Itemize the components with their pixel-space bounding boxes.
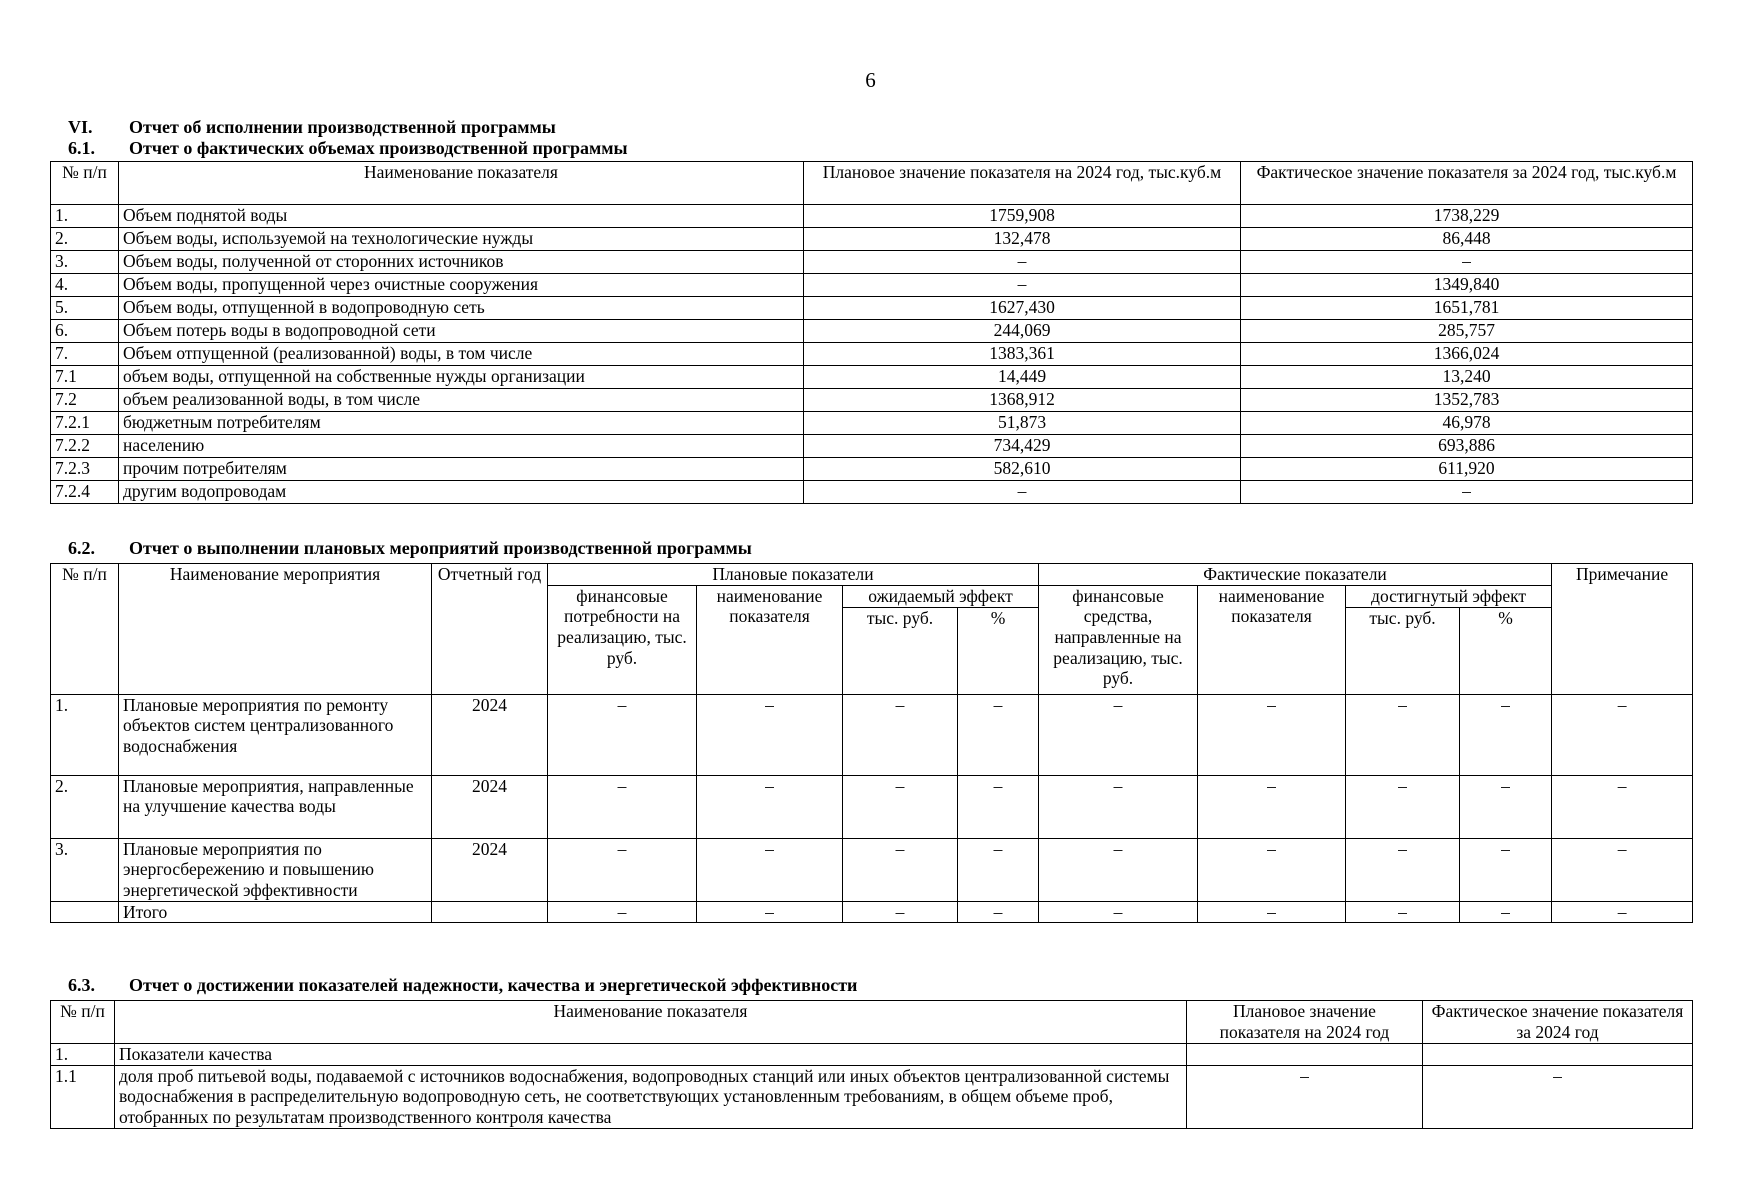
measure-name: Плановые мероприятия, направленные на улучшение качества воды — [119, 775, 432, 838]
plan-value: – — [804, 481, 1241, 504]
row-number: 1.1 — [51, 1065, 115, 1128]
col-header-note: Примечание — [1552, 564, 1693, 695]
plan-value: 582,610 — [804, 458, 1241, 481]
table-row — [51, 435, 1693, 458]
row-number: 4. — [51, 274, 119, 297]
col-header-fact-rub: тыс. руб. — [1346, 607, 1460, 694]
indicator-name: Показатели качества — [115, 1044, 1187, 1066]
indicator-name: Объем воды, отпущенной в водопроводную сеть — [119, 297, 804, 320]
plan-value: 1759,908 — [804, 205, 1241, 228]
value-cell: – — [1552, 694, 1693, 775]
col-header-plan-effect: ожидаемый эффект — [843, 585, 1039, 607]
value-cell: – — [1346, 901, 1460, 923]
fact-value: – — [1241, 251, 1693, 274]
indicator-name: Объем потерь воды в водопроводной сети — [119, 320, 804, 343]
value-cell: – — [1552, 775, 1693, 838]
value-cell: – — [548, 901, 697, 923]
plan-value: 51,873 — [804, 412, 1241, 435]
row-number: 7.1 — [51, 366, 119, 389]
fact-value: 46,978 — [1241, 412, 1693, 435]
reliability-indicators-table — [50, 1000, 1693, 1129]
table-row — [51, 251, 1693, 274]
plan-value: 1383,361 — [804, 343, 1241, 366]
fact-value — [1423, 1044, 1693, 1066]
indicator-name: Объем поднятой воды — [119, 205, 804, 228]
measure-name: Итого — [119, 901, 432, 923]
row-number: 1. — [51, 694, 119, 775]
report-year — [432, 901, 548, 923]
fact-value: 611,920 — [1241, 458, 1693, 481]
value-cell: – — [1198, 775, 1346, 838]
value-cell: – — [1198, 694, 1346, 775]
value-cell: – — [1198, 901, 1346, 923]
indicator-name: бюджетным потребителям — [119, 412, 804, 435]
value-cell: – — [1039, 694, 1198, 775]
col-group-fact: Фактические показатели — [1039, 564, 1552, 586]
table-row — [51, 228, 1693, 251]
col-header-fact-effect: достигнутый эффект — [1346, 585, 1552, 607]
indicator-name: Объем воды, используемой на технологические нужды — [119, 228, 804, 251]
value-cell: – — [697, 901, 843, 923]
fact-value: 1349,840 — [1241, 274, 1693, 297]
value-cell: – — [958, 901, 1039, 923]
table-row — [51, 1044, 1693, 1066]
planned-measures-table — [50, 563, 1693, 923]
section-number: 6.2. — [68, 538, 95, 558]
value-cell: – — [958, 694, 1039, 775]
value-cell: – — [548, 838, 697, 901]
row-number: 3. — [51, 251, 119, 274]
section-number: 6.1. — [68, 138, 95, 158]
col-header-plan: Плановое значение показателя на 2024 год — [1187, 1001, 1423, 1044]
value-cell: – — [958, 775, 1039, 838]
value-cell: – — [843, 694, 958, 775]
page-number: 6 — [865, 68, 876, 92]
indicator-name: объем реализованной воды, в том числе — [119, 389, 804, 412]
col-header-plan-pct: % — [958, 607, 1039, 694]
row-number: 3. — [51, 838, 119, 901]
value-cell: – — [1552, 901, 1693, 923]
table-row — [51, 458, 1693, 481]
col-header-name: Наименование показателя — [119, 162, 804, 205]
measure-name: Плановые мероприятия по ремонту объектов систем централизованного водоснабжения — [119, 694, 432, 775]
col-header-plan-ind: наименование показателя — [697, 585, 843, 694]
value-cell: – — [1346, 694, 1460, 775]
plan-value: – — [1187, 1065, 1423, 1128]
table-row — [51, 481, 1693, 504]
col-header-fact-ind: наименование показателя — [1198, 585, 1346, 694]
row-number: 7.2.4 — [51, 481, 119, 504]
row-number: 6. — [51, 320, 119, 343]
fact-value: 1366,024 — [1241, 343, 1693, 366]
value-cell: – — [1039, 775, 1198, 838]
value-cell: – — [843, 838, 958, 901]
value-cell: – — [958, 838, 1039, 901]
value-cell: – — [697, 694, 843, 775]
col-header-plan-fin: финансовые потребности на реализацию, тыс. руб. — [548, 585, 697, 694]
section-number: 6.3. — [68, 975, 95, 995]
fact-value: 1352,783 — [1241, 389, 1693, 412]
value-cell: – — [1552, 838, 1693, 901]
indicator-name: населению — [119, 435, 804, 458]
plan-value: – — [804, 274, 1241, 297]
table-header-row — [51, 564, 1693, 586]
row-number — [51, 901, 119, 923]
value-cell: – — [1460, 775, 1552, 838]
value-cell: – — [1346, 838, 1460, 901]
section-title: Отчет о достижении показателей надежности, качества и энергетической эффективности — [129, 975, 858, 995]
table-row — [51, 297, 1693, 320]
col-header-fact: Фактическое значение показателя за 2024 год, тыс.куб.м — [1241, 162, 1693, 205]
fact-value: 86,448 — [1241, 228, 1693, 251]
value-cell: – — [1460, 838, 1552, 901]
value-cell: – — [1346, 775, 1460, 838]
col-header-fact-pct: % — [1460, 607, 1552, 694]
fact-value: 1651,781 — [1241, 297, 1693, 320]
col-header-plan: Плановое значение показателя на 2024 год, тыс.куб.м — [804, 162, 1241, 205]
indicator-name: другим водопроводам — [119, 481, 804, 504]
col-header-num: № п/п — [51, 564, 119, 695]
table-row — [51, 366, 1693, 389]
table-row — [51, 1065, 1693, 1128]
value-cell: – — [548, 694, 697, 775]
indicator-name: Объем воды, полученной от сторонних источников — [119, 251, 804, 274]
col-header-fact: Фактическое значение показателя за 2024 год — [1423, 1001, 1693, 1044]
row-number: 1. — [51, 205, 119, 228]
fact-value: 285,757 — [1241, 320, 1693, 343]
col-group-plan: Плановые показатели — [548, 564, 1039, 586]
table-row — [51, 775, 1693, 838]
plan-value: 132,478 — [804, 228, 1241, 251]
plan-value: 244,069 — [804, 320, 1241, 343]
production-volumes-table — [50, 161, 1693, 504]
value-cell: – — [843, 775, 958, 838]
plan-value: 734,429 — [804, 435, 1241, 458]
table-row — [51, 838, 1693, 901]
col-header-num: № п/п — [51, 1001, 115, 1044]
col-header-year: Отчетный год — [432, 564, 548, 695]
row-number: 5. — [51, 297, 119, 320]
section-62-heading — [68, 538, 752, 559]
section-title: Отчет о выполнении плановых мероприятий производственной программы — [129, 538, 752, 558]
row-number: 7. — [51, 343, 119, 366]
plan-value — [1187, 1044, 1423, 1066]
col-header-plan-rub: тыс. руб. — [843, 607, 958, 694]
indicator-name: прочим потребителям — [119, 458, 804, 481]
report-year: 2024 — [432, 694, 548, 775]
section-title: Отчет о фактических объемах производственной программы — [129, 138, 628, 158]
fact-value: – — [1241, 481, 1693, 504]
col-header-num: № п/п — [51, 162, 119, 205]
col-header-name: Наименование мероприятия — [119, 564, 432, 695]
fact-value: 693,886 — [1241, 435, 1693, 458]
table-row — [51, 274, 1693, 297]
section-title: Отчет об исполнении производственной программы — [129, 117, 556, 137]
table-header-row — [51, 1001, 1693, 1044]
plan-value: 1627,430 — [804, 297, 1241, 320]
section-number: VI. — [68, 117, 93, 137]
table-row — [51, 320, 1693, 343]
col-header-fact-fin: финансовые средства, направленные на реализацию, тыс. руб. — [1039, 585, 1198, 694]
value-cell: – — [1460, 694, 1552, 775]
value-cell: – — [697, 775, 843, 838]
plan-value: 1368,912 — [804, 389, 1241, 412]
value-cell: – — [1039, 838, 1198, 901]
indicator-name: Объем воды, пропущенной через очистные сооружения — [119, 274, 804, 297]
value-cell: – — [1460, 901, 1552, 923]
table-row — [51, 343, 1693, 366]
report-year: 2024 — [432, 838, 548, 901]
section-61-heading — [68, 138, 628, 159]
row-number: 7.2.2 — [51, 435, 119, 458]
value-cell: – — [1198, 838, 1346, 901]
measure-name: Плановые мероприятия по энергосбережению и повышению энергетической эффективности — [119, 838, 432, 901]
row-number: 2. — [51, 775, 119, 838]
indicator-name: объем воды, отпущенной на собственные нужды организации — [119, 366, 804, 389]
plan-value: – — [804, 251, 1241, 274]
fact-value: 13,240 — [1241, 366, 1693, 389]
row-number: 2. — [51, 228, 119, 251]
row-number: 7.2 — [51, 389, 119, 412]
indicator-name: доля проб питьевой воды, подаваемой с источников водоснабжения, водопроводных станций или иных объектов централизованной системы водоснабжения в распределительную водопроводную сеть, не соответствующих установленным требованиям, в общем объеме проб, отобранных по результатам производственного контроля качества — [115, 1065, 1187, 1128]
fact-value: – — [1423, 1065, 1693, 1128]
row-number: 7.2.1 — [51, 412, 119, 435]
report-year: 2024 — [432, 775, 548, 838]
table-row — [51, 901, 1693, 923]
value-cell: – — [1039, 901, 1198, 923]
section-vi-heading — [68, 117, 556, 138]
section-63-heading — [68, 975, 857, 996]
value-cell: – — [697, 838, 843, 901]
row-number: 7.2.3 — [51, 458, 119, 481]
value-cell: – — [548, 775, 697, 838]
table-row — [51, 389, 1693, 412]
indicator-name: Объем отпущенной (реализованной) воды, в том числе — [119, 343, 804, 366]
table-header-row — [51, 162, 1693, 205]
fact-value: 1738,229 — [1241, 205, 1693, 228]
value-cell: – — [843, 901, 958, 923]
table-row — [51, 412, 1693, 435]
table-row — [51, 205, 1693, 228]
col-header-name: Наименование показателя — [115, 1001, 1187, 1044]
table-row — [51, 694, 1693, 775]
row-number: 1. — [51, 1044, 115, 1066]
plan-value: 14,449 — [804, 366, 1241, 389]
